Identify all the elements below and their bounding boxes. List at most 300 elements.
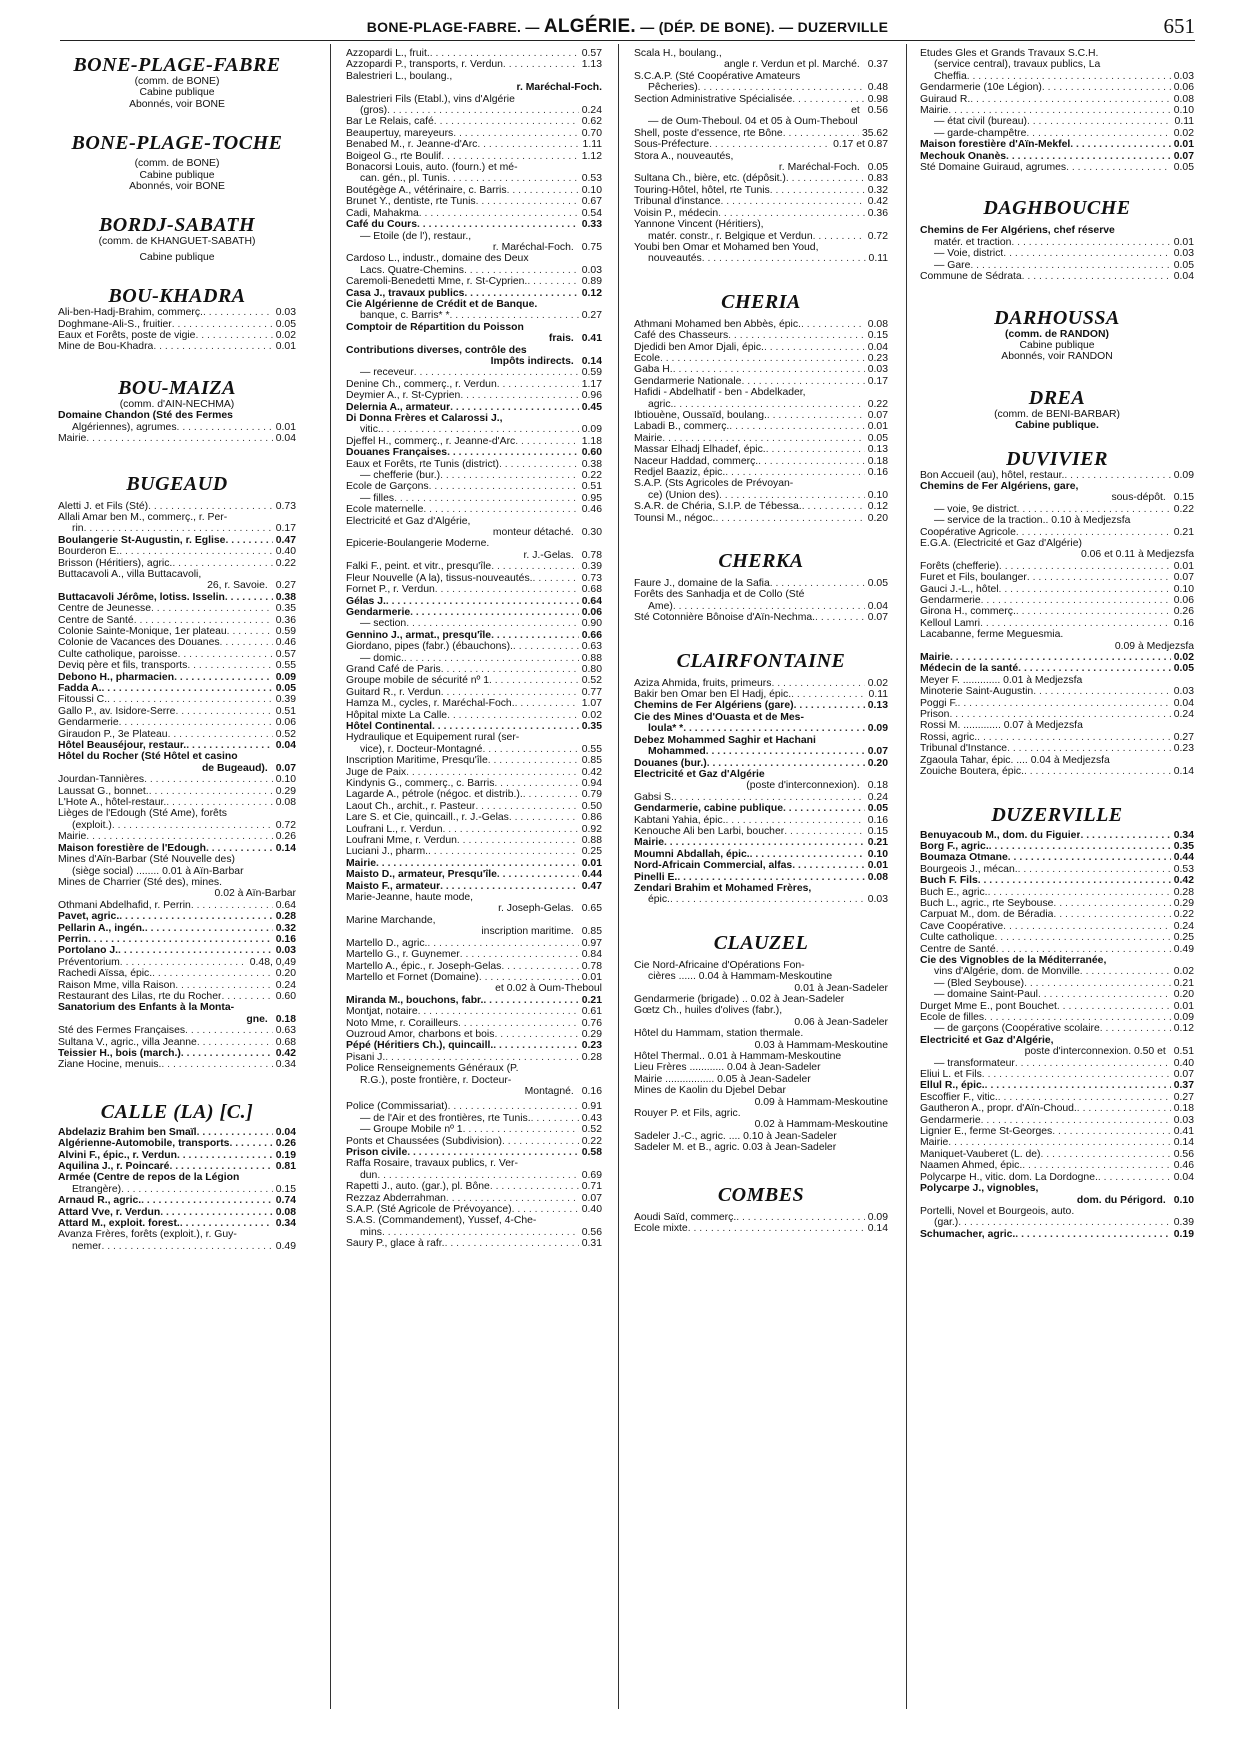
directory-entry-text: Armée (Centre de repos de la Légion (58, 1172, 240, 1184)
entry-number: 0.81 (275, 1161, 296, 1173)
entry-number: 0.63 (581, 641, 602, 653)
entry-number: 0.02 (867, 677, 888, 689)
entry-name: — voie, 9e district (934, 503, 1017, 515)
dot-leader (958, 698, 1171, 709)
directory-entry (58, 1184, 296, 1195)
entry-name: Doghmane-Ali-S., fruitier (58, 318, 172, 330)
directory-entry (58, 1207, 296, 1218)
entry-number: 0.24 (1173, 920, 1194, 932)
entry-name: Arnaud R., agric. (58, 1195, 142, 1207)
dot-leader (791, 689, 865, 700)
entry-number: 0.01 (581, 971, 602, 983)
dot-leader (978, 875, 1171, 886)
entry-name: Kindynis G., commerç., c. Barris (346, 778, 495, 789)
entry-name: Loufrani L., r. Verdun (346, 823, 443, 835)
entry-number: 0.12 (581, 287, 602, 299)
entry-name: Rezzaz Abderrahman (346, 1192, 446, 1204)
entry-number: 0.80 (581, 663, 602, 675)
directory-entry-text: Allali Amar ben M., commerç., r. Per- (58, 511, 228, 523)
dot-leader (980, 618, 1171, 629)
entry-number: 0.04 (1173, 1171, 1194, 1183)
section-subtitle: Cabine publique (1019, 339, 1095, 351)
dot-leader (527, 276, 578, 287)
directory-entry (346, 1101, 602, 1112)
directory-entry (634, 700, 888, 711)
entry-name: Buch F. Fils (920, 875, 978, 887)
directory-entry (920, 248, 1194, 259)
dot-leader (175, 980, 273, 991)
directory-entry (920, 162, 1194, 173)
dot-leader (186, 740, 273, 751)
entry-name: Benuyacoub M., dom. du Figuier (920, 829, 1081, 841)
directory-entry (346, 596, 602, 607)
entry-number: 0.11 (1174, 116, 1194, 128)
directory-entry-text: Domaine Chandon (Sté des Fermes (58, 410, 233, 422)
dot-leader (151, 603, 273, 614)
directory-entry (58, 740, 296, 751)
entry-number: 0.04 (867, 341, 888, 353)
dot-leader (119, 546, 273, 557)
entry-name: (gros) (360, 105, 388, 117)
entry-number: 0.40 (581, 1204, 602, 1216)
directory-entry-continued (346, 333, 602, 344)
entry-number: 1.18 (581, 435, 602, 447)
entry-name: — domaine Saint-Paul (934, 989, 1038, 1001)
entry-name: Centre de Santé (920, 943, 996, 955)
dot-leader (503, 59, 579, 70)
entry-number: 0.07 (1173, 572, 1194, 584)
entry-name: Azzopardi L., fruit. (346, 48, 430, 59)
directory-entry (634, 501, 888, 512)
directory-entry (346, 1006, 602, 1017)
directory-entry (346, 573, 602, 584)
directory-entry-text: R.G.), poste frontière, r. Docteur- (360, 1074, 512, 1086)
directory-entry (920, 1115, 1194, 1126)
dot-leader (448, 1101, 579, 1112)
entry-name: Voisin P., médecin (634, 207, 719, 219)
entry-number: 0.33 (581, 219, 602, 231)
dot-leader (725, 815, 864, 826)
entry-number: 0.09 (1173, 469, 1194, 481)
dot-leader (770, 185, 865, 196)
dot-leader (698, 82, 865, 93)
dot-leader (430, 48, 579, 59)
dot-leader (166, 797, 273, 808)
entry-name: Faure J., domaine de la Safia (634, 578, 770, 590)
entry-number: 0.17 (275, 523, 296, 535)
entry-number: 0.18 (867, 455, 888, 467)
entry-number: 0.05 (1173, 259, 1194, 271)
directory-entry (634, 364, 888, 375)
entry-name: Denine Ch., commerç., r. Verdun (346, 378, 497, 390)
dot-leader (180, 1218, 273, 1229)
entry-number: 0.01 (275, 341, 296, 353)
dot-leader (1018, 864, 1171, 875)
directory-entry (346, 1029, 602, 1040)
entry-address: inscription maritime. (481, 926, 574, 938)
entry-number: 0.47 (275, 534, 296, 546)
dot-leader (1003, 921, 1171, 932)
entry-number: 0.85 (581, 926, 602, 938)
entry-name: Delernia A., armateur (346, 401, 451, 413)
directory-entry-continued: 0.09 à Medjezsfa (1114, 640, 1194, 652)
entry-number: 0.75 (581, 241, 602, 253)
directory-entry-text: Youbi ben Omar et Mohamed ben Youd, (634, 241, 819, 253)
directory-entry (920, 698, 1194, 709)
entry-name: Ziane Hocine, menuis. (58, 1059, 162, 1071)
entry-name: Bon Accueil (au), hôtel, restaur. (920, 469, 1065, 481)
entry-number: 0.14 (867, 1223, 888, 1235)
entry-number: 0.14 (275, 842, 296, 854)
entry-number: 0.01 (581, 857, 602, 869)
directory-entry (920, 470, 1194, 481)
dot-leader (493, 1040, 579, 1051)
directory-entry-text: Zgaoula Tahar, épic. .... 0.04 à Medjezsfa (920, 754, 1110, 766)
directory-entry (346, 379, 602, 390)
directory-entry (634, 849, 888, 860)
entry-number: 0.73 (581, 572, 602, 584)
dot-leader (783, 803, 865, 814)
directory-entry (346, 687, 602, 698)
entry-number: 0.49 (1173, 943, 1194, 955)
entry-number: 0.34 (275, 1218, 296, 1230)
section-heading: DUVIVIER (1006, 447, 1108, 470)
directory-entry-text: — Etoile (de l'), restaur., (360, 230, 472, 242)
entry-name: Forêts (chefferie) (920, 560, 999, 572)
directory-entry (58, 535, 296, 546)
directory-entry (58, 422, 296, 433)
directory-entry (346, 858, 602, 869)
dot-leader (1033, 686, 1171, 697)
entry-name: Mairie (634, 837, 665, 849)
entry-number: 0.42 (867, 196, 888, 208)
entry-number: 0.92 (581, 823, 602, 835)
dot-leader (1022, 1160, 1171, 1171)
entry-name: Falki F., peint. et vitr., presqu'île (346, 561, 492, 573)
entry-number: 0.08 (867, 318, 888, 330)
entry-number: 0.46 (275, 637, 296, 649)
dot-leader (118, 945, 273, 956)
directory-entry-continued: 0.06 à Jean-Sadeler (794, 1016, 888, 1028)
directory-entry-text: — de Oum-Theboul. 04 et 05 à Oum-Theboul (648, 116, 858, 128)
entry-name: Othmani Abdelhafid, r. Perrin (58, 899, 191, 911)
dot-leader (482, 744, 578, 755)
entry-name: agric. (648, 398, 674, 410)
entry-number: 0.07 (1173, 1069, 1194, 1081)
directory-entry (346, 995, 602, 1006)
entry-name: Carpuat M., dom. de Béradia (920, 909, 1054, 921)
directory-entry-text: Balestrieri L., boulang., (346, 70, 453, 82)
entry-number: 0.40 (1173, 1057, 1194, 1069)
directory-entry (58, 911, 296, 922)
entry-name: Boulangerie St-Augustin, r. Eglise (58, 534, 226, 546)
dot-leader (674, 792, 865, 803)
section-subtitle: Cabine publique. (1015, 420, 1099, 432)
entry-name: Mairie (346, 857, 377, 869)
entry-number: 0.46 (1173, 1160, 1194, 1172)
entry-number: 0.13 (867, 444, 888, 456)
entry-number: 0.72 (867, 230, 888, 242)
entry-number: 0.21 (867, 837, 888, 849)
entry-number: 0.39 (581, 561, 602, 573)
directory-entry (634, 456, 888, 467)
entry-number: 0.59 (275, 625, 296, 637)
entry-number: 0.07 (1173, 150, 1194, 162)
section-heading: DREA (1028, 386, 1086, 409)
directory-entry-continued (346, 550, 602, 561)
dot-leader (475, 801, 578, 812)
dot-leader (197, 1037, 273, 1048)
entry-name: S.A.R. de Chéria, S.I.P. de Tébessa. (634, 501, 802, 513)
entry-name: Aletti J. et Fils (Sté) (58, 500, 149, 512)
entry-name: Escoffier F., vitic. (920, 1091, 998, 1103)
dot-leader (673, 399, 864, 410)
dot-leader (967, 71, 1171, 82)
entry-number: 0.44 (581, 869, 602, 881)
dot-leader (702, 253, 866, 264)
entry-name: Djeffel H., commerç., r. Jeanne-d'Arc (346, 435, 516, 447)
entry-name: Azzopardi P., transports, r. Verdun (346, 59, 503, 71)
entry-name: Gendarmerie, cabine publique (634, 803, 783, 815)
directory-entry (346, 59, 602, 70)
directory-entry-text: Hafidi - Abdelhatif - ben - Abdelkader, (634, 387, 806, 399)
entry-number: 1.07 (581, 698, 602, 710)
dot-leader (377, 1170, 578, 1181)
dot-leader (977, 732, 1171, 743)
directory-entry-text: Lieu Frères ............ 0.04 à Jean-Sadeler (634, 1062, 821, 1074)
entry-name: Hôtel Beauséjour, restaur. (58, 740, 187, 752)
entry-address: Impôts indirects. (490, 355, 574, 367)
directory-entry (920, 932, 1194, 943)
entry-name: Ponts et Chaussées (Subdivision) (346, 1135, 502, 1147)
directory-entry (920, 572, 1194, 583)
dot-leader (729, 421, 864, 432)
directory-entry (58, 706, 296, 717)
entry-number: 0.05 (867, 162, 888, 174)
directory-entry (58, 694, 296, 705)
entry-number: 0.08 (275, 1206, 296, 1218)
directory-entry-text: Etudes Gles et Grands Travaux S.C.H. (920, 48, 1099, 59)
entry-number: 0.10 (1173, 583, 1194, 595)
entry-number: 0.23 (581, 1040, 602, 1052)
entry-name: Teissier H., bois (march.) (58, 1048, 181, 1059)
entry-name: — Voie, district (934, 248, 1004, 260)
directory-entry (58, 1241, 296, 1252)
dot-leader (491, 630, 579, 641)
entry-name: Cheffia (934, 70, 967, 82)
entry-name: Buch E., agric. (920, 886, 988, 898)
directory-entry (634, 826, 888, 837)
entry-number: 0.02 (581, 709, 602, 721)
directory-entry (346, 584, 602, 595)
dot-leader (450, 402, 579, 413)
entry-number: 0.67 (581, 196, 602, 208)
directory-entry (920, 864, 1194, 875)
dot-leader (225, 535, 272, 546)
directory-entry (634, 490, 888, 501)
directory-entry (58, 592, 296, 603)
entry-number: 0.05 (1173, 663, 1194, 675)
entry-number: 0.16 (867, 814, 888, 826)
dot-leader (407, 1147, 579, 1158)
directory-entry (634, 860, 888, 871)
entry-name: mins (360, 1226, 382, 1238)
entry-name: Furet et Fils, boulanger (920, 572, 1027, 584)
directory-entry (634, 723, 888, 734)
entry-name: Aoudi Saïd, commerç. (634, 1211, 737, 1223)
entry-number: 0.01 (1173, 236, 1194, 248)
dot-leader (84, 523, 273, 534)
entry-name: Naceur Haddad, commerç. (634, 455, 759, 467)
directory-entry (346, 824, 602, 835)
directory-entry-text: Sadeler J.-C., agric. .... 0.10 à Jean-Sadeler (634, 1130, 837, 1142)
dot-leader (174, 672, 273, 683)
entry-name: Mine de Bou-Khadra (58, 341, 154, 353)
directory-entry (920, 584, 1194, 595)
entry-name: can. gén., pl. Tunis (360, 173, 448, 185)
dot-leader (145, 923, 273, 934)
entry-number: 0.11 (868, 689, 888, 701)
entry-name: Sultana Ch., bière, etc. (dépôsit.) (634, 173, 786, 185)
directory-entry (920, 595, 1194, 606)
entry-name: Restaurant des Lilas, rte du Rocher (58, 990, 222, 1002)
entry-name: Miranda M., bouchons, fabr. (346, 994, 484, 1006)
entry-number: 0.02 (275, 330, 296, 342)
entry-number: 0.21 (1173, 526, 1194, 538)
entry-name: Martello D., agric. (346, 937, 428, 949)
entry-number: 0.38 (581, 458, 602, 470)
dot-leader (227, 626, 273, 637)
directory-entry (634, 837, 888, 848)
section-heading: DAGHBOUCHE (983, 197, 1131, 220)
entry-number: 0.50 (581, 800, 602, 812)
entry-address: gne. (246, 1013, 268, 1025)
entry-name: Gennino J., armat., presqu'île (346, 629, 492, 641)
entry-number: 0.09 (1173, 1012, 1194, 1023)
directory-entry-continued (920, 492, 1194, 503)
dot-leader (152, 968, 273, 979)
directory-entry (58, 683, 296, 694)
entry-name: Ecole (634, 352, 660, 364)
entry-number: 0.22 (581, 470, 602, 482)
dot-leader (460, 949, 579, 960)
dot-leader (995, 932, 1171, 943)
directory-entry (346, 801, 602, 812)
dot-leader (1077, 1103, 1171, 1114)
entry-name: Coopérative Agricole (920, 526, 1016, 538)
directory-entry (634, 612, 888, 623)
entry-number: 0.08 (275, 797, 296, 809)
entry-number: 0.31 (581, 1238, 602, 1250)
entry-name: Hôpital mixte La Calle (346, 709, 448, 721)
entry-number: 0.15 (275, 1183, 296, 1195)
column-3 (634, 48, 888, 1235)
directory-entry-text: Hôtel du Rocher (Sté Hôtel et casino (58, 751, 238, 763)
entry-number: 0.06 (275, 717, 296, 729)
directory-entry (920, 921, 1194, 932)
dot-leader (662, 433, 864, 444)
directory-entry (634, 253, 888, 264)
dot-leader (144, 774, 273, 785)
entry-name: Tribunal d'instance (634, 196, 721, 208)
entry-name: Maisto D., armateur, Presqu'île (346, 869, 497, 881)
directory-entry (920, 139, 1194, 150)
directory-entry-continued (346, 926, 602, 937)
directory-entry-text: Contributions diverses, contrôle des (346, 344, 527, 356)
entry-number: 0.14 (581, 355, 602, 367)
directory-entry (920, 151, 1194, 162)
entry-name: Mechouk Onanès (920, 150, 1007, 162)
directory-entry-text: Chemins de Fer Algériens, chef réserve (920, 225, 1115, 237)
entry-name: Gélas J. (346, 595, 386, 607)
directory-entry (634, 139, 888, 150)
entry-name: Café des Chasseurs (634, 330, 729, 342)
entry-number: 0.54 (581, 207, 602, 219)
dot-leader (770, 578, 865, 589)
directory-entry (58, 900, 296, 911)
entry-name: Pinelli E. (634, 871, 678, 883)
dot-leader (141, 1195, 273, 1206)
entry-name: Aziza Ahmida, fruits, primeurs (634, 677, 772, 689)
directory-entry (346, 139, 602, 150)
entry-name: Douanes Françaises (346, 447, 448, 459)
directory-entry (920, 128, 1194, 139)
entry-number: 0.02 (1173, 652, 1194, 664)
entry-number: 35.62 (861, 127, 888, 139)
entry-name: Loufrani Mme, r. Verdun (346, 835, 457, 847)
entry-name: Section Administrative Spécialisée (634, 93, 793, 105)
directory-entry (346, 744, 602, 755)
directory-entry (346, 641, 602, 652)
entry-name: Bourderon E. (58, 546, 120, 558)
dot-leader (1017, 504, 1171, 515)
entry-name: Maisto F., armateur (346, 880, 441, 892)
section-heading: DARHOUSSA (994, 306, 1120, 329)
entry-number: 0.04 (275, 433, 296, 445)
entry-number: 0.57 (275, 648, 296, 660)
dot-leader (177, 1150, 273, 1161)
entry-number: 0.60 (581, 447, 602, 459)
entry-number: 0.84 (581, 949, 602, 961)
dot-leader (447, 710, 579, 721)
dot-leader (175, 706, 272, 717)
dot-leader (499, 459, 579, 470)
entry-name: Gendarmerie (346, 606, 411, 618)
entry-number: 0.03 (275, 307, 296, 319)
section-subtitle: (comm. d'AIN-NECHMA) (119, 398, 235, 410)
dot-leader (721, 196, 865, 207)
dot-leader (1018, 663, 1171, 674)
entry-number: 0.06 (1173, 595, 1194, 606)
directory-entry (58, 1059, 296, 1070)
entry-number: 0.45 (581, 401, 602, 413)
directory-entry (920, 1160, 1194, 1171)
dot-leader (1027, 116, 1172, 127)
entry-number: 0.22 (1173, 909, 1194, 921)
dot-leader (1053, 909, 1170, 920)
directory-entry (920, 1092, 1194, 1103)
entry-name: — domic. (360, 652, 404, 664)
dot-leader (107, 694, 273, 705)
directory-entry-continued (346, 903, 602, 914)
dot-leader (767, 410, 865, 421)
entry-number: 0.41 (1173, 1126, 1194, 1138)
entry-number: 0.35 (581, 720, 602, 732)
entry-number: 0.15 (867, 330, 888, 342)
entry-name: Moumni Abdallah, épic. (634, 848, 750, 860)
directory-entry-continued (634, 105, 888, 116)
directory-entry (346, 789, 602, 800)
